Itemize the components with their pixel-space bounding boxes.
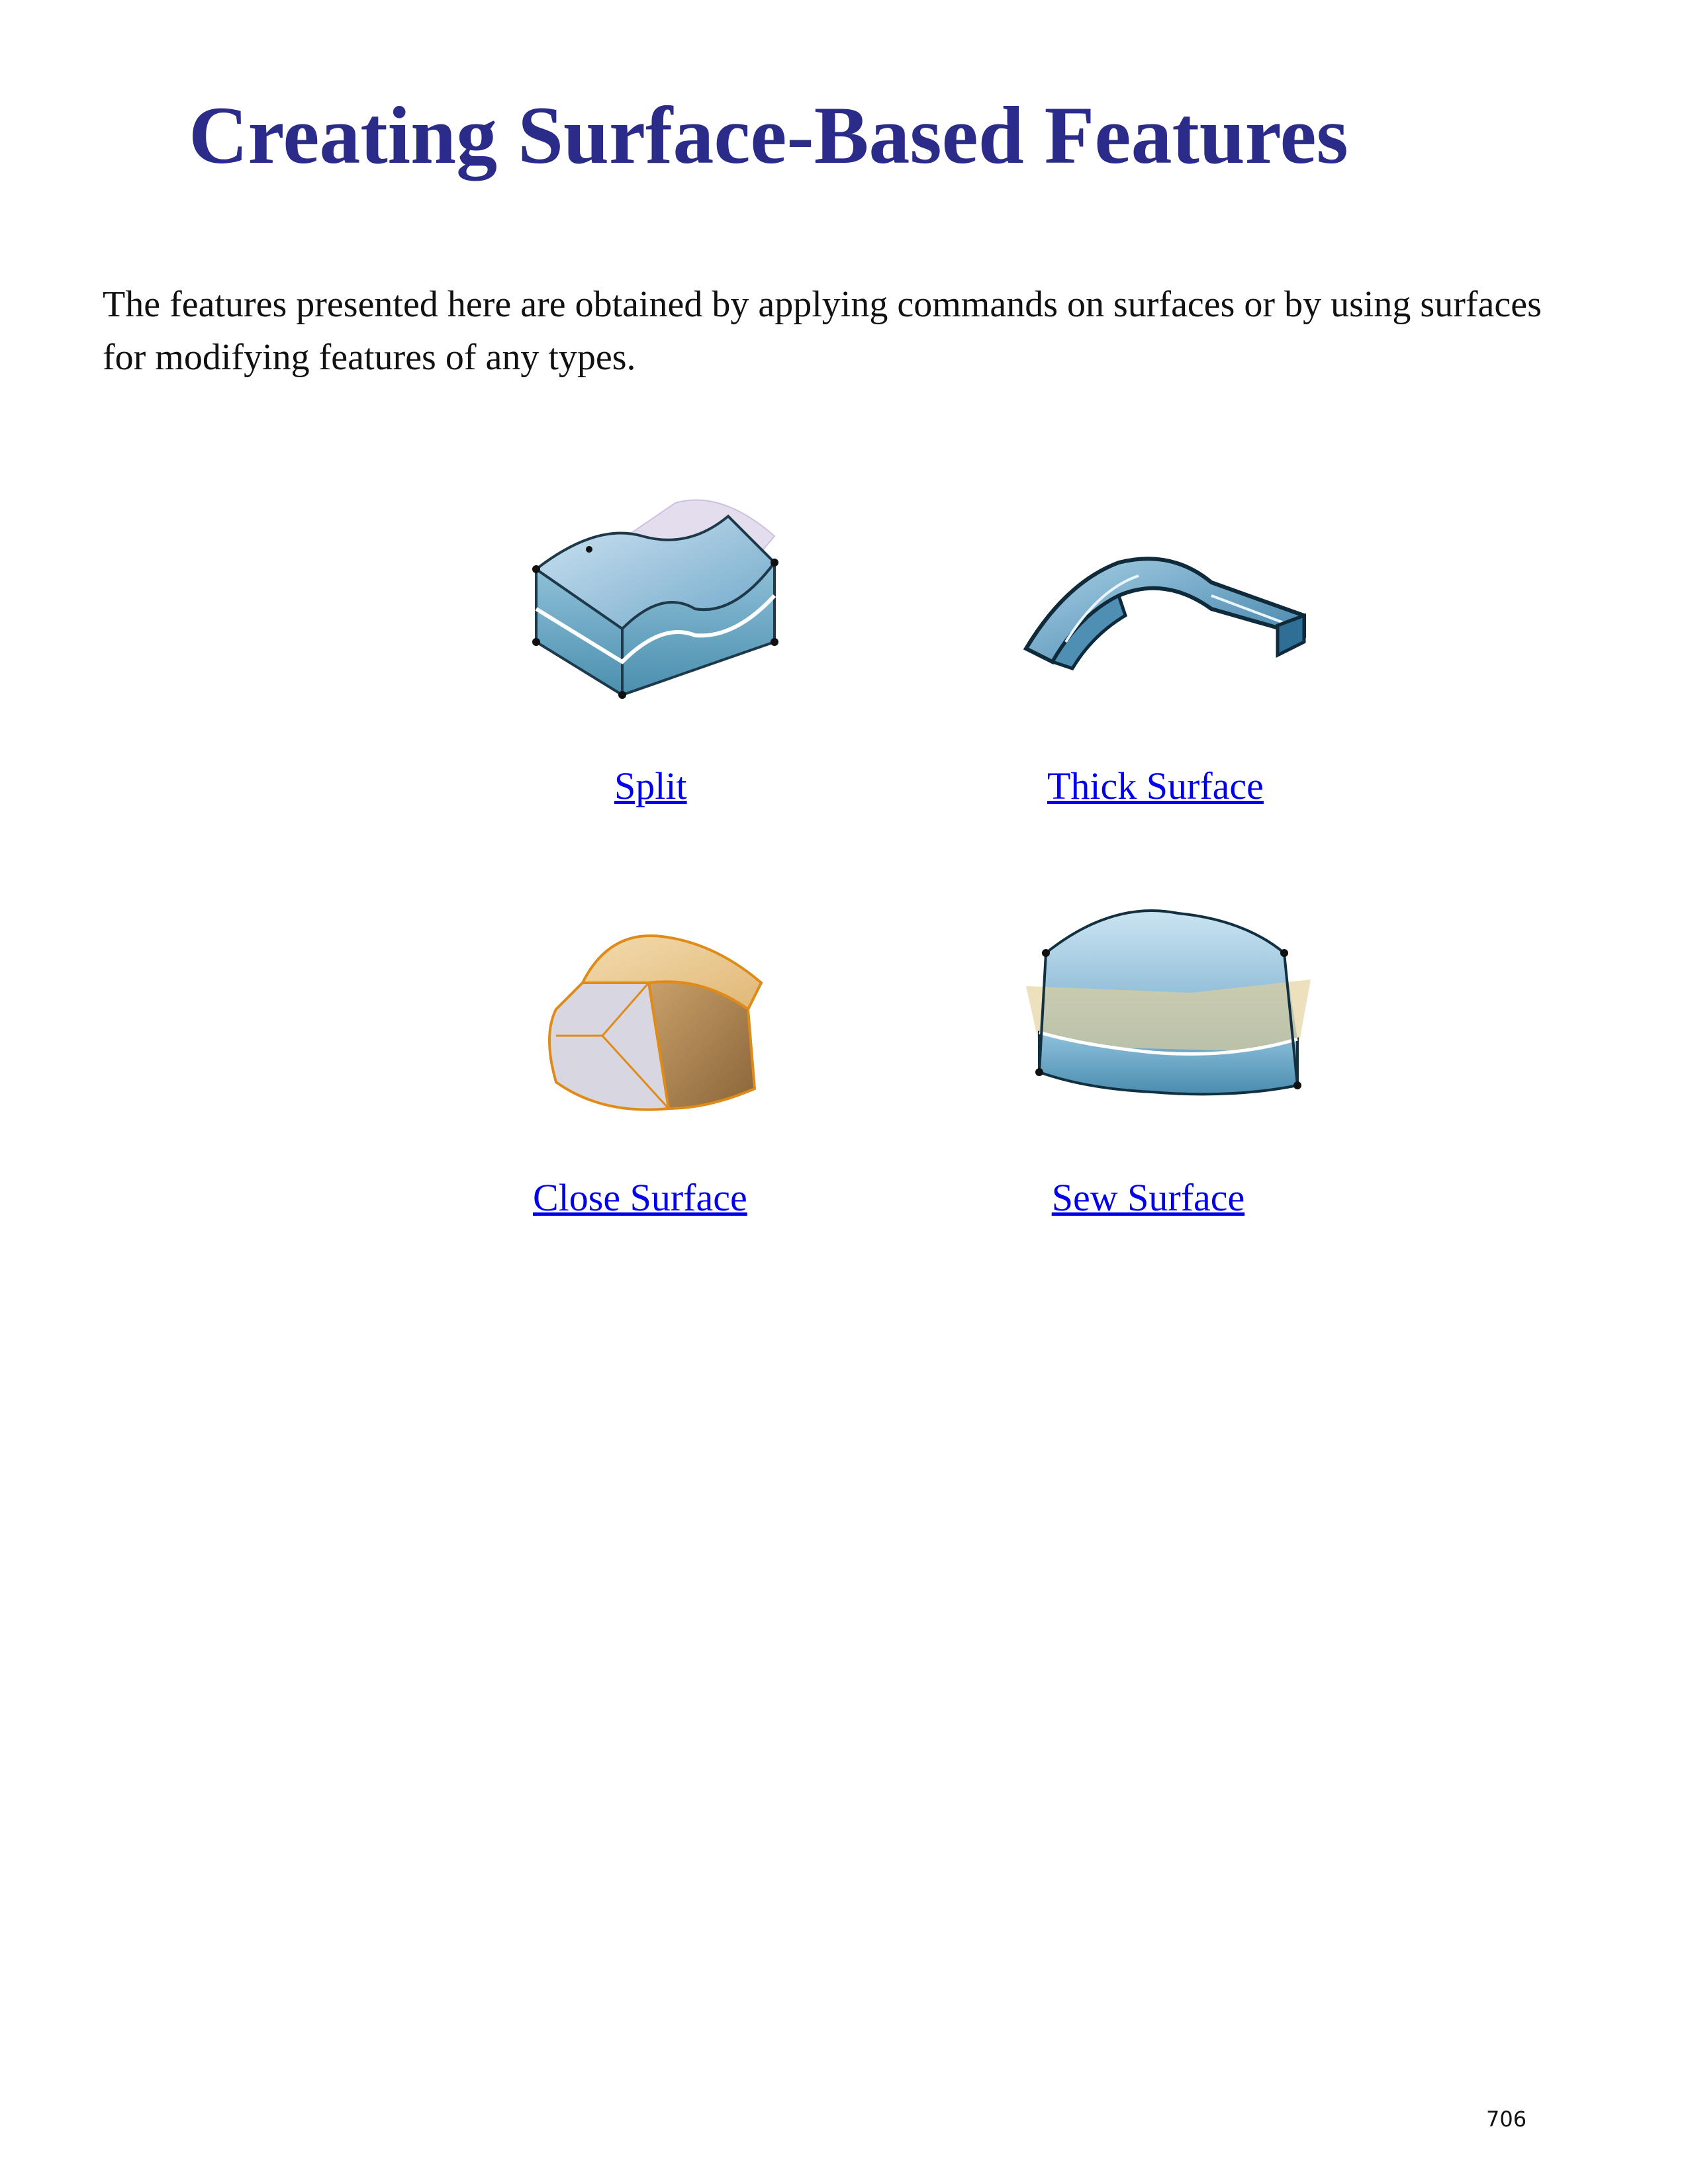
sew-surface-icon <box>1019 900 1317 1105</box>
thick-surface-icon <box>1013 543 1317 675</box>
thick-surface-link[interactable]: Thick Surface <box>1047 764 1264 807</box>
split-link[interactable]: Split <box>614 764 687 807</box>
page-title: Creating Surface-Based Features <box>189 90 1348 181</box>
close-surface-link[interactable] <box>533 1175 1244 1221</box>
sew-surface-label[interactable]: Sew Surface <box>1051 1176 1245 1219</box>
page-number: 706 <box>1486 2107 1527 2132</box>
close-surface-label[interactable]: Close Surface <box>533 1176 747 1219</box>
close-surface-icon <box>530 910 781 1128</box>
split-icon <box>523 477 788 702</box>
intro-paragraph: The features presented here are obtained by applying commands on surfaces or by using surfaces for modifying features of any types. <box>103 284 1542 378</box>
